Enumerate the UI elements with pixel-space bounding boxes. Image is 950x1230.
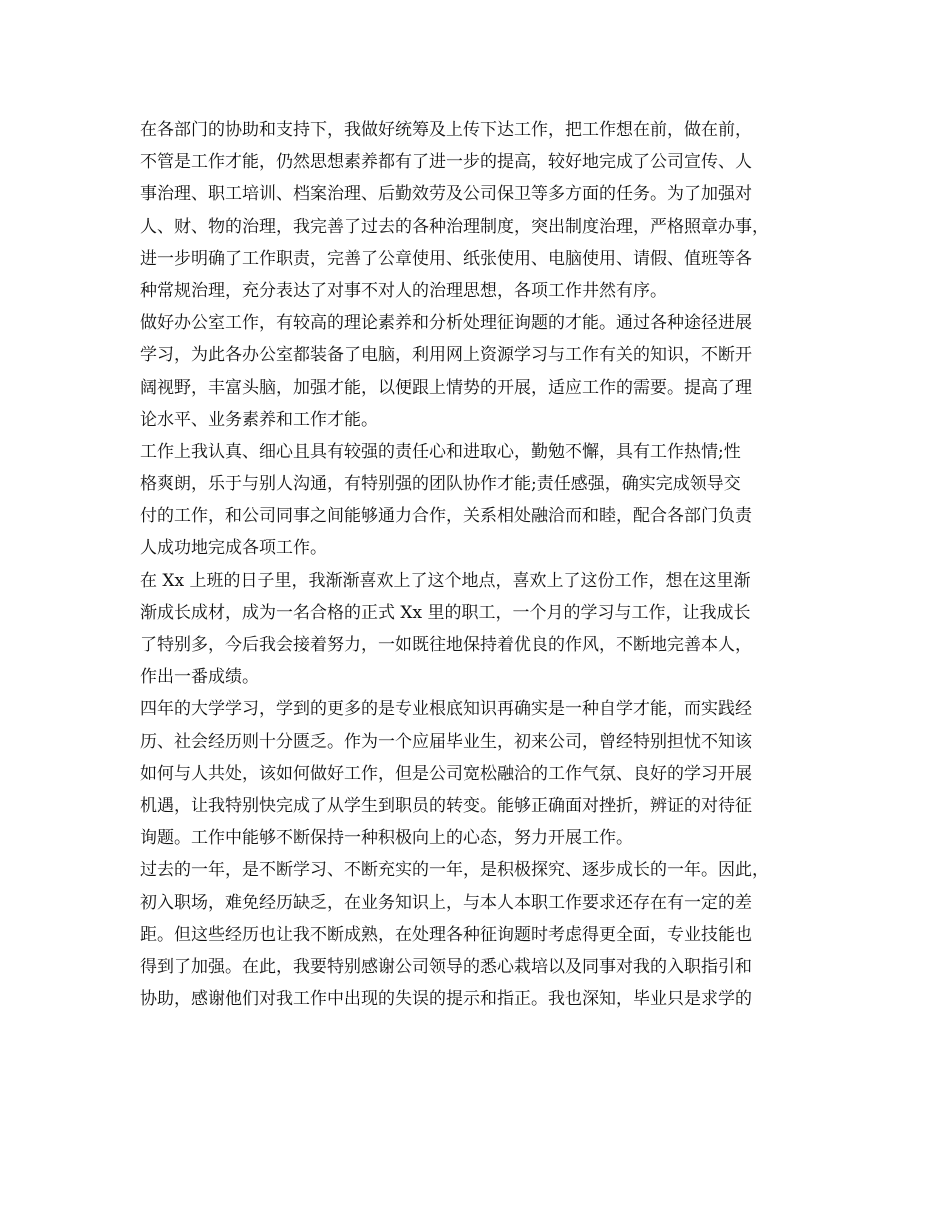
text-line: 种常规治理，充分表达了对事不对人的治理思想，各项工作井然有序。 — [140, 280, 667, 301]
document-body — [140, 114, 830, 1015]
text-line: 距。但这些经历也让我不断成熟，在处理各种征询题时考虑得更全面，专业技能也 — [140, 924, 752, 945]
text-line: 渐成长成材，成为一名合格的正式 Xx 里的职工，一个月的学习与工作，让我成长 — [140, 602, 751, 623]
text-line: 初入职场，难免经历缺乏，在业务知识上，与本人本职工作要求还存在有一定的差 — [140, 892, 752, 913]
text-line: 学习，为此各办公室都装备了电脑，利用网上资源学习与工作有关的知识，不断开 — [140, 345, 752, 366]
text-line: 格爽朗，乐于与别人沟通，有特别强的团队协作才能;责任感强，确实完成领导交 — [140, 474, 741, 495]
text-line: 历、社会经历则十分匮乏。作为一个应届毕业生，初来公司，曾经特别担忧不知该 — [140, 731, 752, 752]
text-line: 人成功地完成各项工作。 — [140, 538, 327, 559]
text-line: 机遇，让我特别快完成了从学生到职员的转变。能够正确面对挫折，辨证的对待征 — [140, 795, 752, 816]
text-line: 进一步明确了工作职责，完善了公章使用、纸张使用、电脑使用、请假、值班等各 — [140, 248, 752, 269]
text-line: 询题。工作中能够不断保持一种积极向上的心态，努力开展工作。 — [140, 828, 633, 849]
text-line: 在各部门的协助和支持下，我做好统筹及上传下达工作，把工作想在前，做在前， — [140, 120, 752, 140]
text-line: 作出一番成绩。 — [140, 667, 259, 688]
text-line: 过去的一年，是不断学习、不断充实的一年，是积极探究、逐步成长的一年。因此， — [140, 860, 769, 881]
text-line: 阔视野，丰富头脑，加强才能，以便跟上情势的开展，适应工作的需要。提高了理 — [140, 377, 752, 398]
text-line: 付的工作，和公司同事之间能够通力合作，关系相处融洽而和睦，配合各部门负责 — [140, 506, 752, 527]
text-line: 得到了加强。在此，我要特别感谢公司领导的悉心栽培以及同事对我的入职指引和 — [140, 956, 752, 977]
text-line: 不管是工作才能，仍然思想素养都有了进一步的提高，较好地完成了公司宣传、人 — [140, 152, 752, 173]
text-line: 协助，感谢他们对我工作中出现的失误的提示和指正。我也深知，毕业只是求学的 — [140, 989, 752, 1010]
text-line: 人、财、物的治理，我完善了过去的各种治理制度，突出制度治理，严格照章办事， — [140, 216, 769, 237]
text-line: 工作上我认真、细心且具有较强的责任心和进取心，勤勉不懈，具有工作热情;性 — [140, 441, 741, 462]
text-line: 事治理、职工培训、档案治理、后勤效劳及公司保卫等多方面的任务。为了加强对 — [140, 184, 752, 205]
text-line: 做好办公室工作，有较高的理论素养和分析处理征询题的才能。通过各种途径进展 — [140, 313, 752, 334]
text-line: 了特别多，今后我会接着努力，一如既往地保持着优良的作风，不断地完善本人， — [140, 635, 752, 655]
text-line: 论水平、业务素养和工作才能。 — [140, 409, 378, 430]
text-line: 在 Xx 上班的日子里，我渐渐喜欢上了这个地点，喜欢上了这份工作，想在这里渐 — [140, 570, 751, 591]
text-line: 如何与人共处，该如何做好工作，但是公司宽松融洽的工作气氛、良好的学习开展 — [140, 763, 752, 784]
text-line: 四年的大学学习，学到的更多的是专业根底知识再确实是一种自学才能，而实践经 — [140, 699, 752, 720]
